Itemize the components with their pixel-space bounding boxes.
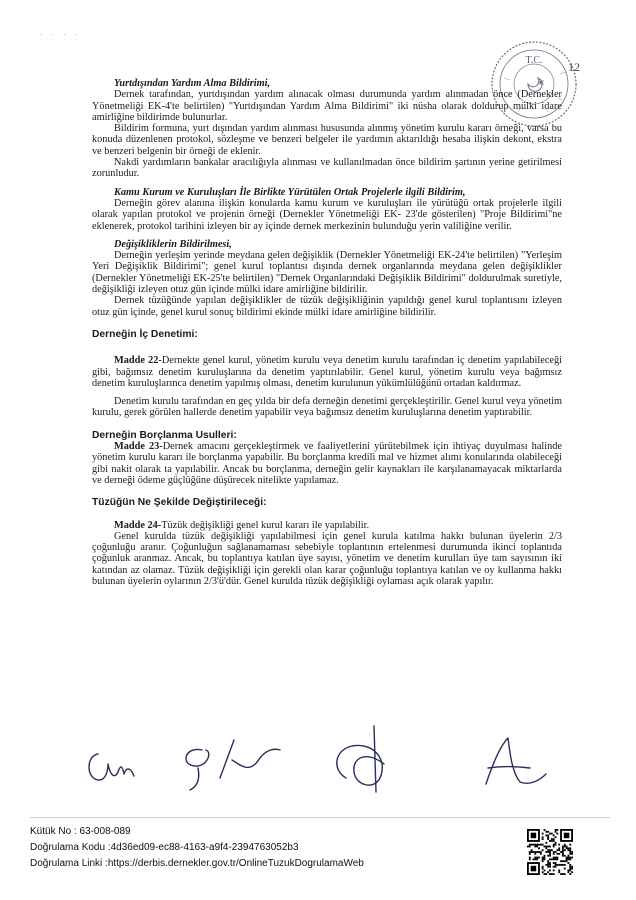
footer-divider <box>30 817 610 818</box>
article-text: Dernekte genel kurul, yönetim kurulu veya denetim kurulu tarafından iç denetim yapılabileceği gibi, bağımsız denetim kuruluşlarına da denetim yaptırılabilir. Genel kurul, yönetim kurulu veya bağımsız denetim kuruluşlarınca denetim yapılmış olması, denetim kurulunun yükümlülüğünü ortadan kaldırmaz. <box>92 355 562 389</box>
article-title: Derneğin Borçlanma Usulleri: <box>92 429 237 441</box>
corner-mark: . . . . <box>40 30 82 37</box>
article-number: Madde 23- <box>114 441 163 453</box>
signature-1 <box>89 754 134 780</box>
paragraph: Dernek tüzüğünde yapılan değişiklikler de tüzük değişikliğinin yapıldığı genel kurul toplantısını izleyen otuz gün içinde, genel kurul sonuç bildirimi ekinde mülki idare amirliğine bildirilir. <box>92 295 562 318</box>
paragraph: Derneğin yerleşim yerinde meydana gelen değişiklik (Dernekler Yönetmeliği EK-24'te belirtilen) "Yerleşim Yeri Değişiklik Bildirimi"; genel kurul toplantısı dışında dernek organlarında meydana gelen değişiklikler (Dernekler Yönetmeliği EK-25'te belirtilen) "Dernek Organlarındaki Değişiklik Bildirimi" doldurulmak suretiyle, değişikliği izleyen otuz gün içinde mülki idare amirliğine bildirilir. <box>92 250 562 296</box>
signatures <box>84 720 584 800</box>
section-heading: Kamu Kurum ve Kuruluşları İle Birlikte Yürütülen Ortak Projelerle ilgili Bildirim, <box>114 186 466 198</box>
section-heading: Değişikliklerin Bildirilmesi, <box>114 238 232 250</box>
section-heading: Yurtdışından Yardım Alma Bildirimi, <box>114 78 271 89</box>
verification-footer <box>30 824 364 872</box>
paragraph: Denetim kurulu tarafından en geç yılda bir defa derneğin denetimi gerçekleştirilir. Genel kurul veya yönetim kurulu, gerek görülen hallerde denetim yapabilir veya bağımsız denetim kuruluşlarına denetim yaptırabilir. <box>92 396 562 419</box>
signature-4 <box>486 738 546 784</box>
article-title: Tüzüğün Ne Şekilde Değiştirileceği: <box>92 497 267 509</box>
document-body <box>92 78 562 587</box>
verification-code: Doğrulama Kodu :4d36ed09-ec88-4163-a9f4-2394763052b3 <box>30 842 299 853</box>
qr-code <box>527 829 573 875</box>
article-text: Tüzük değişikliği genel kurul kararı ile yapılabilir. <box>161 519 370 531</box>
seal-center-text: T.C. <box>525 55 543 66</box>
article-paragraph <box>92 441 562 486</box>
signature-2 <box>186 740 280 790</box>
article-text: Dernek amacını gerçekleştirmek ve faaliyetlerini yürütebilmek için ihtiyaç duyulması halinde yönetim kurulu kararı ile borçlanma yapabilir. Bu borçlanma kredili mal ve hizmet alımı konularında olabileceği gibi nakit olarak ta yapılabilir. Ancak bu borçlanma, derneğin gelir kaynakları ile karşılanamayacak miktarlarda ve derneği ödeme güçlüğüne düşürecek nitelikte yapılamaz. <box>92 441 562 486</box>
article-title: Derneğin İç Denetimi: <box>92 328 198 340</box>
signature-3 <box>337 726 384 792</box>
paragraph: Bildirim formuna, yurt dışından yardım alınması hususunda alınmış yönetim kurulu kararı örneği, varsa bu konuda düzenlenen protokol, sözleşme ve benzeri belgeler ile yardımın aktarıldığı hesaba ilişkin dekont, ekstra ve benzeri belgenin bir örneği de eklenir. <box>92 123 562 157</box>
paragraph: Genel kurulda tüzük değişikliği yapılabilmesi için genel kurula katılma hakkı bulunan üyelerin 2/3 çoğunluğu aranır. Çoğunluğun sağlanamaması sebebiyle toplantının ertelenmesi durumunda ikinci toplantıda çoğunluk aranmaz. Ancak, bu toplantıya katılan üye sayısı, yönetim ve denetim kurulları üye tam sayısının iki katından az olamaz. Tüzük değişikliği için gerekli olan karar çoğunluğu toplantıya katılan ve oy kullanma hakkı bulunan üyelerin oylarının 2/3'ü'dür. Genel kurulda tüzük değişikliği oylaması açık olarak yapılır. <box>92 530 562 587</box>
article-number: Madde 24- <box>114 519 162 531</box>
paragraph: Dernek tarafından, yurtdışından yardım alınacak olması durumunda yardım alınmadan önce (Dernekler Yönetmeliği EK-4'te belirtilen) "Yurtdışından Yardım Alma Bildirimi" iki nüsha olarak doldurup mülki idare amirliğine bildirimde bulunurlar. <box>92 89 562 123</box>
page-number: 12 <box>568 60 580 74</box>
paragraph: Derneğin görev alanına ilişkin konularda kamu kurum ve kuruluşları ile yürütüğü ortak projelerle ilgili olarak yapılan protokol ve projenin örneği (Dernekler Yönetmeliği EK- 23'de gösterilen) "Proje Bildirimi"ne eklenerek, protokol tarihini izleyen bir ay içinde dernek merkezinin bulunduğu yerin valiliğine verilir. <box>92 197 562 232</box>
article-number: Madde 22- <box>114 355 162 367</box>
verification-link[interactable]: Doğrulama Linki :https://derbis.dernekler.gov.tr/OnlineTuzukDogrulamaWeb <box>30 858 364 869</box>
paragraph: Nakdi yardımların bankalar aracılığıyla alınması ve kullanılmadan önce bildirim şartının yerine getirilmesi zorunludur. <box>92 157 562 180</box>
article-paragraph <box>92 355 562 389</box>
registry-number: Kütük No : 63-008-089 <box>30 826 131 837</box>
article-paragraph <box>92 520 562 531</box>
